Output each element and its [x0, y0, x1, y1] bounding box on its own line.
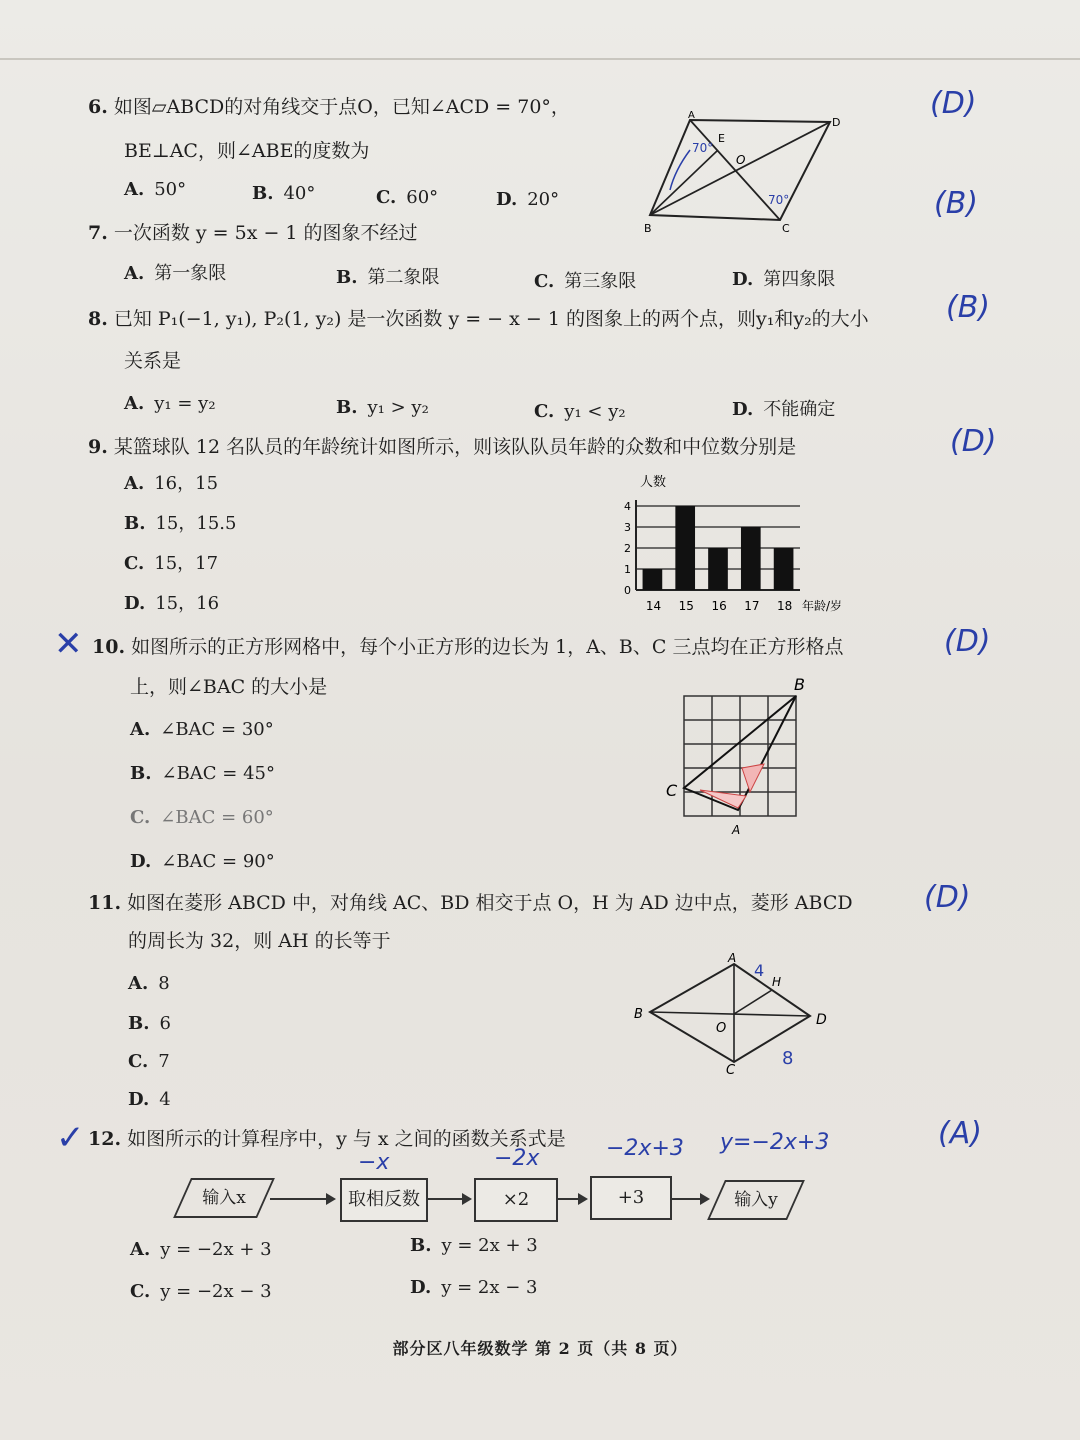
option-c: C. 60° — [376, 187, 439, 208]
answer-note-6: (D) — [930, 86, 977, 121]
chart-bar — [741, 527, 761, 590]
question-10-stem: 10. 如图所示的正方形网格中，每个小正方形的边长为 1，A、B、C 三点均在正方形格点 — [92, 636, 844, 658]
question-7-stem: 7. 一次函数 y = 5x − 1 的图象不经过 — [88, 222, 418, 244]
option-a: A. 16，15 — [124, 473, 219, 494]
label-e: E — [718, 132, 725, 145]
option-b: B. 40° — [252, 183, 316, 204]
question-text: 如图▱ABCD的对角线交于点O，已知∠ACD = 70°， — [113, 96, 570, 118]
chart-ytick: 2 — [624, 542, 631, 555]
flow-arrow — [558, 1198, 586, 1200]
option-b: B. y₁ > y₂ — [336, 397, 429, 418]
label-o: O — [716, 1021, 727, 1036]
answer-note-7: (B) — [934, 186, 978, 221]
answer-note-12: (A) — [938, 1116, 982, 1151]
chart-bar — [643, 569, 663, 590]
page-footer: 部分区八年级数学 第 2 页（共 8 页） — [392, 1339, 688, 1358]
hand-note-8: 8 — [782, 1048, 794, 1069]
label-h: H — [772, 975, 782, 989]
flow-arrow — [270, 1198, 334, 1200]
flow-input: 输入x — [182, 1178, 266, 1218]
answer-note-8: (B) — [946, 290, 990, 325]
option-a: A. 8 — [128, 973, 170, 994]
hand-note-4: 4 — [754, 961, 765, 980]
chart-ytick: 4 — [624, 500, 631, 513]
label-a: A — [728, 951, 737, 965]
question-10-stem-line2: 上，则∠BAC 的大小是 — [130, 676, 328, 698]
label-b: B — [794, 675, 805, 694]
option-a: A. y₁ = y₂ — [124, 393, 216, 414]
option-b: B. ∠BAC = 45° — [130, 763, 275, 784]
angle-note-2: 70° — [768, 193, 790, 207]
label-c: C — [726, 1063, 736, 1075]
option-b: B. y = 2x + 3 — [410, 1235, 538, 1256]
option-a: A. y = −2x + 3 — [130, 1239, 272, 1260]
hand-note-2: −2x — [494, 1146, 540, 1171]
chart-ytick: 3 — [624, 521, 631, 534]
chart-xtick: 18 — [777, 599, 793, 613]
question-9-stem: 9. 某篮球队 12 名队员的年龄统计如图所示，则该队队员年龄的众数和中位数分别是 — [88, 436, 797, 458]
label-d: D — [832, 116, 841, 129]
option-d: D. ∠BAC = 90° — [130, 851, 275, 872]
option-c: C. y₁ < y₂ — [534, 401, 626, 422]
question-6-stem — [88, 94, 570, 120]
answer-note-11: (D) — [924, 880, 971, 915]
hand-note-1: −x — [358, 1150, 390, 1175]
flow-arrow — [428, 1198, 470, 1200]
cross-mark: ✕ — [54, 624, 83, 664]
option-c: C. 第三象限 — [534, 271, 637, 292]
label-c: C — [782, 222, 790, 235]
chart-bar — [675, 506, 695, 590]
option-a: A. ∠BAC = 30° — [130, 719, 274, 740]
chart-xtick: 17 — [744, 599, 760, 613]
option-a: A. 50° — [124, 179, 187, 200]
option-d: D. 第四象限 — [732, 269, 836, 290]
option-d: D. y = 2x − 3 — [410, 1277, 538, 1298]
label-o: O — [736, 153, 746, 167]
chart-xtick: 16 — [711, 599, 727, 613]
label-b: B — [644, 222, 652, 235]
answer-note-10: (D) — [944, 624, 991, 659]
top-rule — [0, 58, 1080, 60]
label-c: C — [666, 781, 678, 800]
chart-bar — [774, 548, 794, 590]
question-8-stem-line2: 关系是 — [124, 350, 182, 372]
label-a: A — [732, 823, 741, 837]
question-8-stem: 8. 已知 P₁(−1, y₁), P₂(1, y₂) 是一次函数 y = − x − 1 的图象上的两个点，则y₁和y₂的大小 — [88, 308, 869, 330]
hand-note-4: y=−2x+3 — [720, 1130, 830, 1155]
question-11-stem: 11. 如图在菱形 ABCD 中，对角线 AC、BD 相交于点 O，H 为 AD 边中点，菱形 ABCD — [88, 892, 853, 914]
option-d: D. 15，16 — [124, 593, 220, 614]
chart-xtick: 14 — [645, 599, 662, 613]
chart-xlabel: 年龄/岁 — [802, 599, 843, 613]
chart-ytick: 1 — [624, 563, 631, 576]
label-d: D — [816, 1012, 827, 1028]
label-b: B — [634, 1007, 643, 1022]
label-a: A — [688, 110, 695, 121]
age-bar-chart — [600, 470, 860, 620]
option-c: C. 7 — [128, 1051, 170, 1072]
question-6-stem-line2: BE⊥AC，则∠ABE的度数为 — [124, 140, 370, 162]
option-b: B. 6 — [128, 1013, 171, 1034]
option-a: A. 第一象限 — [124, 263, 227, 284]
check-mark: ✓ — [56, 1118, 85, 1158]
parallelogram-figure — [640, 110, 860, 235]
question-12-stem: 12. 如图所示的计算程序中，y 与 x 之间的函数关系式是 — [88, 1128, 566, 1150]
option-d: D. 不能确定 — [732, 399, 836, 420]
chart-ylabel: 人数 — [640, 475, 667, 490]
flow-step-multiply: ×2 — [474, 1178, 558, 1222]
chart-xtick: 15 — [678, 599, 694, 613]
option-c: C. y = −2x − 3 — [130, 1281, 272, 1302]
option-d: D. 4 — [128, 1089, 171, 1110]
option-c: C. 15，17 — [124, 553, 219, 574]
grid-figure — [660, 672, 820, 842]
angle-note-1: 70° — [692, 141, 714, 155]
option-b: B. 第二象限 — [336, 267, 440, 288]
question-11-stem-line2: 的周长为 32，则 AH 的长等于 — [128, 930, 391, 952]
option-b: B. 15，15.5 — [124, 513, 237, 534]
option-c: C. ∠BAC = 60° — [130, 807, 274, 828]
rhombus-figure — [628, 950, 838, 1075]
option-d: D. 20° — [496, 189, 560, 210]
hand-note-3: −2x+3 — [606, 1136, 684, 1161]
question-number: 6. — [88, 96, 108, 118]
flow-output: 输入y — [716, 1180, 796, 1220]
chart-ytick: 0 — [624, 584, 631, 597]
flow-step-add: +3 — [590, 1176, 672, 1220]
chart-bar — [708, 548, 728, 590]
flow-step-negate: 取相反数 — [340, 1178, 428, 1222]
answer-note-9: (D) — [950, 424, 997, 459]
flow-arrow — [672, 1198, 708, 1200]
